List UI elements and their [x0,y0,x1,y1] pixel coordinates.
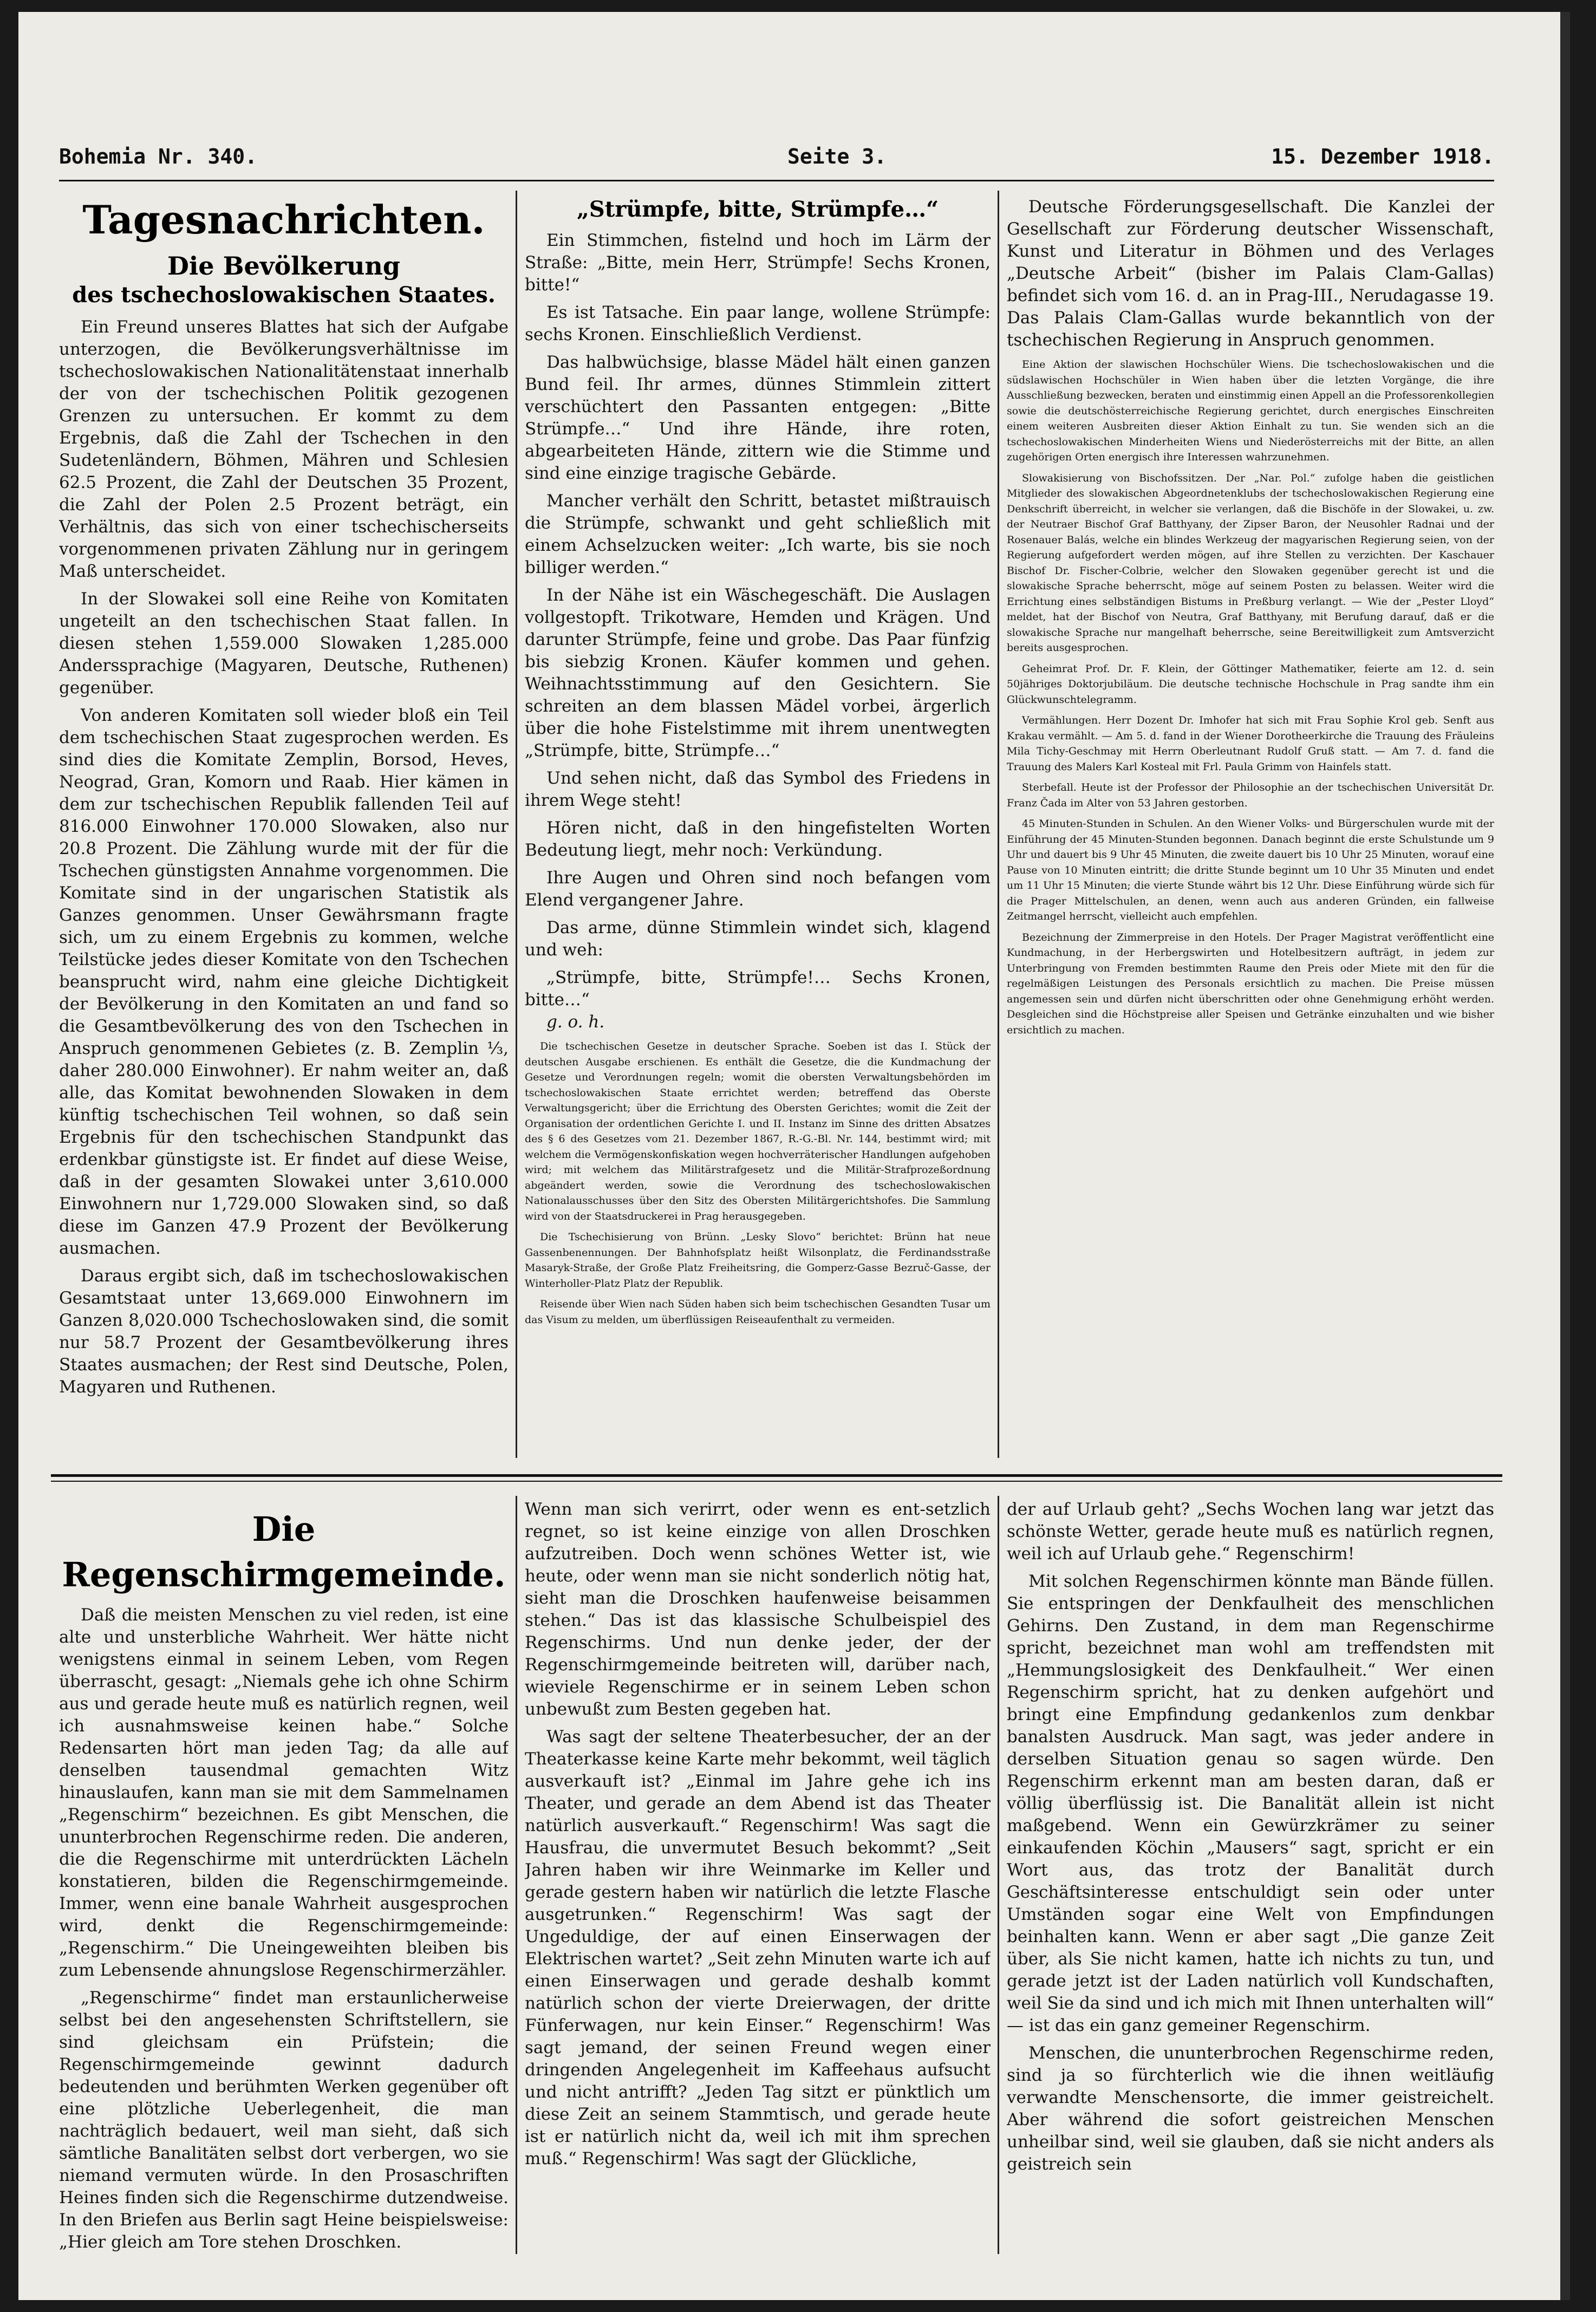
article-title-line1: Die Bevölkerung [167,251,401,281]
news-paragraph: Deutsche Förderungsgesellschaft. Die Kanzlei der Gesellschaft zur Förderung deutscher Wissenschaft, Kunst und Literatur in Böhmen und des Verlages „Deutsche Arbeit“ (bisher im Palais Clam-Gallas) befindet sich vom 16. d. an in Prag-III., Nerudagasse 19. Das Palais Clam-Gallas wurde bekanntlich von der tschechischen Regierung in Anspruch genommen. [1007,197,1494,350]
article-paragraph: Und sehen nicht, daß das Symbol des Friedens in ihrem Wege steht! [525,769,991,810]
column-regenschirm-2 [525,1499,991,2254]
news-note: Geheimrat Prof. Dr. F. Klein, der Göttinger Mathematiker, feierte am 12. d. sein 50jähriges Doktorjubiläum. Die deutsche technische Hochschule in Prag sandte ihm ein Glückwunschtelegramm. [1007,662,1494,706]
feuilleton-paragraph: Wenn man sich verirrt, oder wenn es ent-setzlich regnet, so ist keine einzige von allen Droschken aufzutreiben. Doch wenn schönes Wetter ist, wie heute, oder wenn man sie nicht sonderlich nötig hat, sieht man die Droschken haufenweise beisammen stehen.“ Das ist das klassische Schulbeispiel des Regenschirms. Und nun denke jeder, der der Regenschirmgemeinde beitreten will, darüber nach, wieviele Regenschirme er in seinem Leben schon unbewußt zum Besten gegeben hat. [525,1500,991,1719]
column-divider [998,1496,999,2254]
article-paragraph: Hören nicht, daß in den hingefistelten Worten Bedeutung liegt, mehr noch: Verkündung. [525,818,991,860]
article-paragraph: Ihre Augen und Ohren sind noch befangen vom Elend vergangener Jahre. [525,868,991,910]
header-issue: Bohemia Nr. 340. [59,145,258,168]
column-divider [516,191,517,1458]
article-paragraph: Mancher verhält den Schritt, betastet mißtrauisch die Strümpfe, schwankt und geht schließlich mit einem Achselzucken weiter: „Ich warte, bis sie noch billiger werden.“ [525,491,991,577]
article-paragraph: Von anderen Komitaten soll wieder bloß ein Teil dem tschechischen Staat zugesprochen werden. Es sind dies die Komitate Zemplin, Borsod, Heves, Neograd, Gran, Komorn und Raab. Hier kämen in dem zur tschechischen Republik fallenden Teil auf 816.000 Einwohner 170.000 Slowaken, also nur 20.8 Prozent. Die Zählung wurde mit der für die Tschechen günstigsten Annahme vorgenommen. Die Komitate sind in der ungarischen Statistik als Ganzes genommen. Unser Gewährsmann fragte sich, um zu einem Ergebnis zu kommen, welche Teilstücke jedes dieser Komitate von den Tschechen beansprucht wird, nahm eine gleiche Dichtigkeit der Bevölkerung in den Komitaten an und fand so die Gesamtbevölkerung des von den Tschechen in Anspruch genommenen Gebietes (z. B. Zemplin ⅓, daher 280.000 Einwohner). Er nahm weiter an, daß alle, das Komitat bewohnenden Slowaken in dem künftig tschechischen Teil wohnen, so daß sein Ergebnis für den tschechischen Standpunkt das erdenkbar günstigste ist. Er findet auf diese Weise, daß in der gesamten Slowakei unter 3,610.000 Einwohnern nur 1,729.000 Slowaken sind, so daß diese im Ganzen 47.9 Prozent der Bevölkerung ausmachen. [59,706,509,1258]
news-note: Bezeichnung der Zimmerpreise in den Hotels. Der Prager Magistrat veröffentlicht eine Kundmachung, in der Herbergswirten und Hotelbesitzern aufträgt, in jedem zur Unterbringung von Fremden bestimmten Raume den Preis oder Miete mit den für die regelmäßigen Leistungen des Personals ersichtlich zu machen. Die Preise müssen angemessen sein und dürfen nicht überschritten oder ohne Genehmigung erhöht werden. Desgleichen sind die Höchstpreise aller Speisen und Getränke einzuhalten und wie bisher ersichtlich zu machen. [1007,931,1494,1036]
feuilleton-paragraph: Mit solchen Regenschirmen könnte man Bände füllen. Sie entspringen der Denkfaulheit des menschlichen Gehirns. Den Zustand, in dem man Regenschirme spricht, bezeichnet man wohl am treffendsten mit „Hemmungslosigkeit des Denkfaulheit.“ Wer einen Regenschirm spricht, hat zu denken aufgehört und bringt eine Empfindung gedankenlos zum denkbar banalsten Ausdruck. Man sagt, was jeder andere in derselben Situation genau so sagen würde. Den Regenschirm erkennt man am besten daran, daß er völlig überflüssig ist. Die Banalität allein ist nicht maßgebend. Wenn ein Gewürzkrämer zu seiner einkaufenden Köchin „Mausers“ sagt, spricht er ein Wort aus, das trotz der Banalität durch Geschäftsinteresse entschuldigt sein oder unter Umständen sogar eine Welt von Empfindungen beinhalten kann. Wenn er aber sagt „Die ganze Zeit über, als Sie nicht kamen, hatte ich nichts zu tun, und gerade jetzt ist der Laden natürlich voll Kundschaften, weil Sie da sind und ich mich mit Ihnen unterhalten will“ — ist das ein ganz gemeiner Regenschirm. [1007,1572,1494,2035]
section-divider [51,1474,1502,1477]
feuilleton-paragraph: der auf Urlaub geht? „Sechs Wochen lang war jetzt das schönste Wetter, gerade heute muß es natürlich regnen, weil ich auf Urlaub gehe.“ Regenschirm! [1007,1500,1494,1564]
article-paragraph: In der Nähe ist ein Wäschegeschäft. Die Auslagen vollgestopft. Trikotware, Hemden und Krägen. Und darunter Strümpfe, feine und grobe. Das Paar fünfzig bis siebzig Kronen. Käufer kommen und gehen. Weihnachtsstimmung auf den Gesichtern. Sie schreiten an dem blassen Mädel vorbei, ärgerlich über die hohe Fistelstimme mit ihrem unentwegten „Strümpfe, bitte, Strümpfe…“ [525,585,991,760]
column-tagesnachrichten [59,196,509,1458]
section-title: Tagesnachrichten. [82,197,485,243]
article-paragraph: „Strümpfe, bitte, Strümpfe!… Sechs Kronen, bitte…“ [525,968,991,1010]
header-date: 15. Dezember 1918. [1271,145,1494,168]
news-note: Die tschechischen Gesetze in deutscher Sprache. Soeben ist das I. Stück der deutschen Ausgabe erschienen. Es enthält die Gesetze, die die Kundmachung der Gesetze und Verordnungen regeln; womit die obersten Verwaltungsbehörden im tschechoslowakischen Staate errichtet werden; betreffend das Oberste Verwaltungsgericht; über die Errichtung des Obersten Gerichtes; womit die Zeit der Organisation der ordentlichen Gerichte I. und II. Instanz im Sinne des dritten Absatzes des § 6 des Gesetzes vom 21. Dezember 1867, R.-G.-Bl. Nr. 144, bestimmt wird; mit welchem die Vermögenskonfiskation wegen hochverräterischer Handlungen aufgehoben wird; mit welchem das Militärstrafgesetz und die Militär-Strafprozeßordnung abgeändert werden, sowie die Verordnung des tschechoslowakischen Nationalausschusses über den Sitz des Obersten Militärgerichtshofes. Die Sammlung wird von der Staatsdruckerei in Prag herausgegeben. [525,1040,991,1222]
article-title: „Strümpfe, bitte, Strümpfe…“ [576,197,939,222]
news-note: Slowakisierung von Bischofssitzen. Der „Nar. Pol.“ zufolge haben die geistlichen Mitglieder des slowakischen Abgeordnetenklubs der tschechoslowakischen Regierung eine Denkschrift überreicht, in welcher sie verlangen, daß die Bischöfe in der Slowakei, u. zw. der Neutraer Bischof Graf Batthyany, der Zipser Baron, der Neusohler Radnai und der Rosenauer Balás, welche ein blindes Werkzeug der magyarischen Regierung seien, von der Regierung aufgefordert werden mögen, auf ihre Stellen zu verzichten. Der Kaschauer Bischof Dr. Fischer-Colbrie, welcher den Slowaken gegenüber gerecht ist und die slowakische Sprache beherrscht, möge auf seinem Posten zu belassen. Weiter wird die Errichtung eines selbständigen Bistums in Preßburg verlangt. — Wie der „Pester Lloyd“ meldet, hat der Bischof von Neutra, Graf Batthyany, mit Berufung darauf, daß er die slowakische Sprache nur mangelhaft beherrsche, seine Bereitwilligkeit zum Amtsverzicht bereits ausgesprochen. [1007,472,1494,654]
column-notices [1007,196,1494,1458]
article-paragraph: Das halbwüchsige, blasse Mädel hält einen ganzen Bund feil. Ihr armes, dünnes Stimmlein zittert verschüchtert den Passanten entgegen: „Bitte Strümpfe…“ Und ihre Hände, ihre roten, abgearbeiteten Hände, zittern wie die Stimme und sind eine einzige tragische Gebärde. [525,353,991,483]
news-note: Sterbefall. Heute ist der Professor der Philosophie an der tschechischen Universität Dr. Franz Čada im Alter von 53 Jahren gestorben. [1007,781,1494,809]
feuilleton-paragraph: „Regenschirme“ findet man erstaunlicherweise selbst bei den angesehensten Schriftstellern, sie sind gleichsam ein Prüfstein; die Regenschirmgemeinde gewinnt dadurch bedeutenden und berühmten Werken gegenüber oft eine plötzliche Ueberlegenheit, die man nachträglich bedauert, weil man sieht, daß sich sämtliche Banalitäten selbst dort verbergen, wo sie niemand vermuten würde. In den Prosaschriften Heines finden sich die Regenschirme dutzendweise. In den Briefen aus Berlin sagt Heine beispielsweise: „Hier gleich am Tore stehen Droschken. [59,1988,509,2252]
column-divider [998,191,999,1458]
news-note: Die Tschechisierung von Brünn. „Lesky Slovo“ berichtet: Brünn hat neue Gassenbenennungen. Der Bahnhofsplatz heißt Wilsonplatz, die Ferdinandsstraße Masaryk-Straße, der Große Platz Freiheitsring, die Gomperz-Gasse Bezruč-Gasse, der Winterholler-Platz Platz der Republik. [525,1231,991,1289]
news-note: Eine Aktion der slawischen Hochschüler Wiens. Die tschechoslowakischen und die südslawischen Hochschüler in Wien haben über die letzten Vorgänge, die ihre Ausschließung bezwecken, beraten und einstimmig einen Appell an die Professorenkollegien sowie die deutschösterreichische Regierung gerichtet, durch energisches Einschreiten einem weiteren Ausbreiten dieser Aktion Einhalt zu tun. Sie wenden sich an die tschechoslowakischen Minderheiten Wiens und Niederösterreichs mit der Bitte, an allen zugehörigen Orten energisch ihre Interessen wahrzunehmen. [1007,359,1494,463]
article-paragraph: Das arme, dünne Stimmlein windet sich, klagend und weh: [525,918,991,960]
article-paragraph: Ein Freund unseres Blattes hat sich der Aufgabe unterzogen, die Bevölkerungsverhältnisse im tschechoslowakischen Nationalitätenstaat innerhalb der von der tschechischen Politik gezogenen Grenzen zu untersuchen. Er kommt zu dem Ergebnis, daß die Zahl der Tschechen in den Sudetenländern, Böhmen, Mähren und Schlesien 62.5 Prozent, die Zahl der Deutschen 35 Prozent, die Zahl der Polen 2.5 Prozent beträgt, ein Verhältnis, das sich von einer tschechischerseits vorgenommenen privaten Zählung nur in geringem Maß unterscheidet. [59,317,509,581]
header-rule [59,180,1494,181]
article-title-line2: des tschechoslowakischen Staates. [72,282,496,308]
column-regenschirm-1 [59,1507,509,2254]
article-paragraph: Ein Stimmchen, fistelnd und hoch im Lärm der Straße: „Bitte, mein Herr, Strümpfe! Sechs Kronen, bitte!“ [525,231,991,295]
column-regenschirm-3 [1007,1499,1494,2254]
article-paragraph: Daraus ergibt sich, daß im tschechoslowakischen Gesamtstaat unter 13,669.000 Einwohnern im Ganzen 8,020.000 Tschechoslowaken sind, die somit nur 58.7 Prozent der Gesamtbevölkerung ihres Staates ausmachen; der Rest sind Deutsche, Polen, Magyaren und Ruthenen. [59,1266,509,1397]
article-paragraph: Es ist Tatsache. Ein paar lange, wollene Strümpfe: sechs Kronen. Einschließlich Verdienst. [525,303,991,344]
feuilleton-paragraph: Daß die meisten Menschen zu viel reden, ist eine alte und unsterbliche Wahrheit. Wer hätte nicht wenigstens einmal in seinem Leben, vom Regen überrascht, gesagt: „Niemals gehe ich ohne Schirm aus und gerade heute muß es natürlich regnen, weil ich ausnahmsweise keinen habe.“ Solche Redensarten hört man jeden Tag; da alle auf denselben tausendmal gemachten Witz hinauslaufen, kann man sie mit dem Sammelnamen „Regenschirm“ bezeichnen. Es gibt Menschen, die ununterbrochen Regenschirme reden. Die anderen, die die Regenschirme mit unterdrückten Lächeln konstatieren, bilden die Regenschirmgemeinde. Immer, wenn eine banale Wahrheit ausgesprochen wird, denkt die Regenschirmgemeinde: „Regenschirm.“ Die Uneingeweihten bleiben bis zum Lebensende ahnungslose Regenschirmerzähler. [59,1605,509,1980]
section-divider-thin [51,1481,1502,1482]
header-page-number: Seite 3. [787,145,887,168]
newspaper-page [18,12,1570,2300]
feuilleton-paragraph: Menschen, die ununterbrochen Regenschirme reden, sind ja so fürchterlich wie die ihnen weitläufig verwandte Menschensorte, die immer geistreichelt. Aber während die sofort geistreichen Menschen unheilbar sind, weil sie glauben, daß sie nicht anders als geistreich sein [1007,2043,1494,2174]
feuilleton-paragraph: Was sagt der seltene Theaterbesucher, der an der Theaterkasse keine Karte mehr bekommt, weil täglich ausverkauft ist? „Einmal im Jahre gehe ich ins Theater, und gerade an dem Abend ist das Theater natürlich ausverkauft.“ Regenschirm! Was sagt die Hausfrau, die unvermutet Besuch bekommt? „Seit Jahren haben wir ihre Weinmarke im Keller und gerade gestern haben wir natürlich die letzte Flasche ausgetrunken.“ Regenschirm! Was sagt der Ungeduldige, der auf einen Einserwagen der Elektrischen wartet? „Seit zehn Minuten warte ich auf einen Einserwagen und gerade deshalb kommt natürlich schon der vierte Dreierwagen, der dritte Fünferwagen, nur kein Einser.“ Regenschirm! Was sagt jemand, der seinen Freund wegen einer dringenden Angelegenheit im Kaffeehaus aufsucht und nicht antrifft? „Jeden Tag sitzt er pünktlich um diese Zeit an seinem Stammtisch, und gerade heute ist er natürlich nicht da, weil ich mit ihm sprechen muß.“ Regenschirm! Was sagt der Glückliche, [525,1727,991,2168]
news-note: Vermählungen. Herr Dozent Dr. Imhofer hat sich mit Frau Sophie Krol geb. Senft aus Krakau vermählt. — Am 5. d. fand in der Wiener Dorotheerkirche die Trauung des Fräuleins Mila Tichy-Geschmay mit Herrn Oberleutnant Rudolf Gruß statt. — Am 7. d. fand die Trauung des Malers Karl Kosteal mit Frl. Paula Grimm von Hainfels statt. [1007,714,1494,773]
column-divider [516,1496,517,2254]
feuilleton-title: Die Regenschirmgemeinde. [62,1509,506,1594]
article-signature: g. o. h. [546,1012,605,1032]
news-note: Reisende über Wien nach Süden haben sich beim tschechischen Gesandten Tusar um das Visum zu melden, um überflüssigen Reiseaufenthalt zu vermeiden. [525,1298,991,1326]
right-edge-shadow [1560,12,1570,2300]
news-note: 45 Minuten-Stunden in Schulen. An den Wiener Volks- und Bürgerschulen wurde mit der Einführung der 45 Minuten-Stunden begonnen. Danach beginnt die erste Schulstunde um 9 Uhr und dauert bis 9 Uhr 45 Minuten, die zweite dauert bis 10 Uhr 25 Minuten, worauf eine Pause von 10 Minuten eintritt; die dritte Stunde beginnt um 10 Uhr 35 Minuten und endet um 11 Uhr 15 Minuten; die vierte Stunde währt bis 12 Uhr. Diese Einführung würde sich für die Prager Mittelschulen, an denen, wenn auch aus anderen Gründen, ein fallweise Zeitmangel herrscht, vielleicht auch empfehlen. [1007,818,1494,922]
page-header [59,145,1494,177]
article-paragraph: In der Slowakei soll eine Reihe von Komitaten ungeteilt an den tschechischen Staat fallen. In diesen stehen 1,559.000 Slowaken 1,285.000 Anderssprachige (Magyaren, Deutsche, Ruthenen) gegenüber. [59,589,509,698]
column-struempfe [525,196,991,1458]
